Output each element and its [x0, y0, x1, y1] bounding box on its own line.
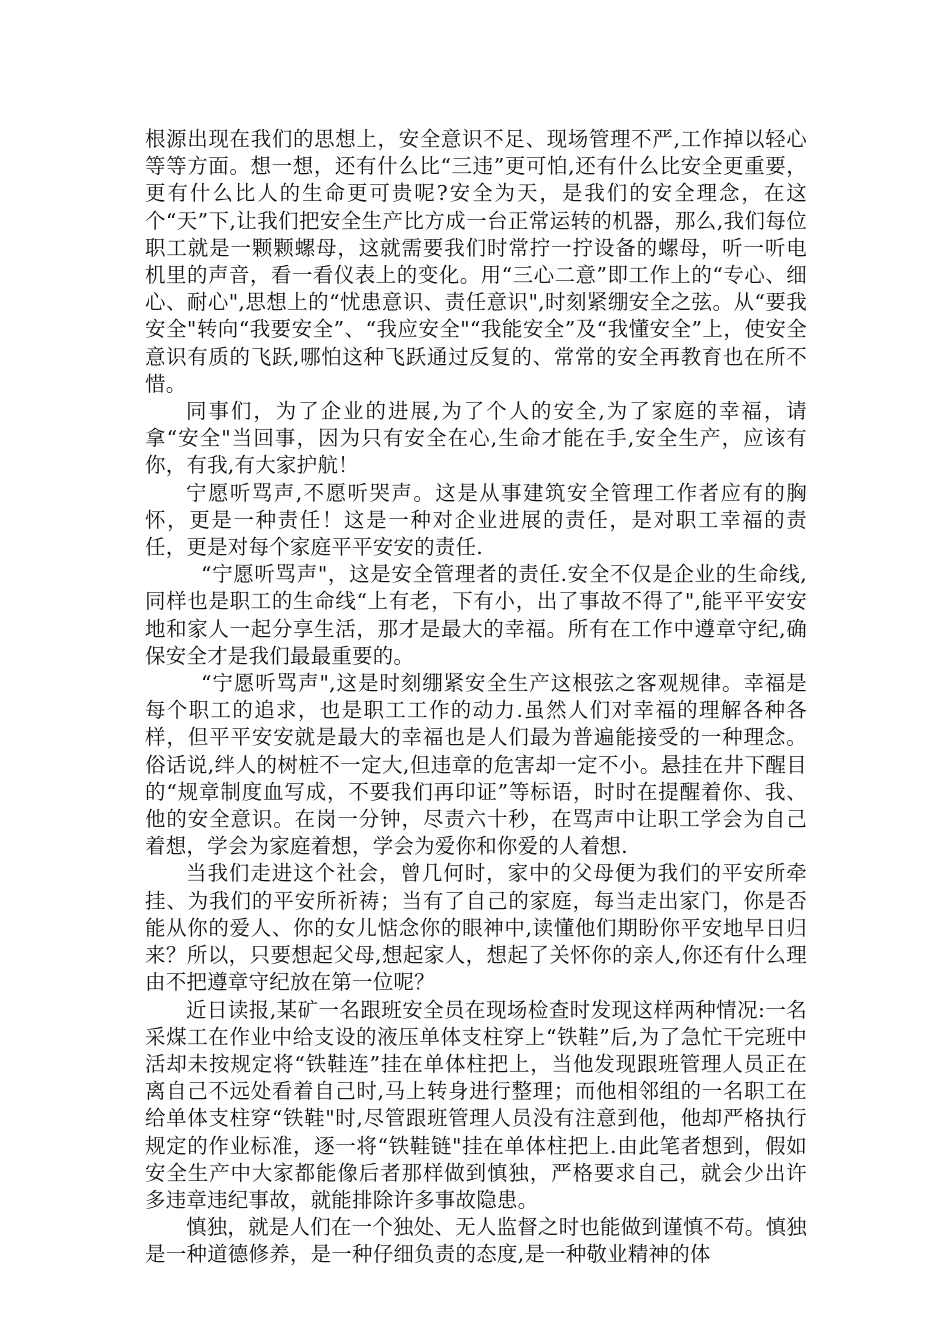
document-body — [145, 126, 807, 1269]
paragraph: 慎独，就是人们在一个独处、无人监督之时也能做到谨慎不苟。慎独是一种道德修养，是一种仔细负责的态度,是一种敬业精神的体 — [145, 1215, 807, 1267]
paragraph: 当我们走进这个社会，曾几何时，家中的父母便为我们的平安所牵挂、为我们的平安所祈祷；当有了自己的家庭，每当走出家门，你是否能从你的爱人、你的女儿惦念你的眼神中,读懂他们期盼你平安地早日归来？所以，只要想起父母,想起家人，想起了关怀你的亲人,你还有什么理由不把遵章守纪放在第一位呢？ — [145, 861, 807, 995]
paragraph: 近日读报,某矿一名跟班安全员在现场检查时发现这样两种情况:一名采煤工在作业中给支设的液压单体支柱穿上“铁鞋”后,为了急忙干完班中活却未按规定将“铁鞋连”挂在单体柱把上，当他发现跟班管理人员正在离自己不远处看着自己时,马上转身进行整理；而他相邻组的一名职工在给单体支柱穿“铁鞋"时,尽管跟班管理人员没有注意到他，他却严格执行规定的作业标准，逐一将“铁鞋链"挂在单体柱把上.由此笔者想到，假如安全生产中大家都能像后者那样做到慎独，严格要求自己，就会少出许多违章违纪事故，就能排除许多事故隐患。 — [145, 997, 807, 1212]
paragraph: 同事们，为了企业的进展,为了个人的安全,为了家庭的幸福，请拿“安全"当回事，因为只有安全在心,生命才能在手,安全生产，应该有你，有我,有大家护航！ — [145, 399, 807, 478]
paragraph: 宁愿听骂声,不愿听哭声。这是从事建筑安全管理工作者应有的胸怀，更是一种责任！这是一种对企业进展的责任，是对职工幸福的责任，更是对每个家庭平平安安的责任. — [145, 480, 807, 560]
paragraph: “宁愿听骂声"，这是安全管理者的责任.安全不仅是企业的生命线,同样也是职工的生命线“上有老，下有小，出了事故不得了",能平平安安地和家人一起分享生活，那才是最大的幸福。所有在工作中遵章守纪,确保安全才是我们最最重要的。 — [145, 562, 807, 668]
paragraph: 根源出现在我们的思想上，安全意识不足、现场管理不严,工作掉以轻心等等方面。想一想，还有什么比“三违”更可怕,还有什么比安全更重要，更有什么比人的生命更可贵呢?安全为天，是我们的安全理念，在这个“天”下,让我们把安全生产比方成一台正常运转的机器，那么,我们每位职工就是一颗颗螺母，这就需要我们时常拧一拧设备的螺母，听一听电机里的声音，看一看仪表上的变化。用“三心二意”即工作上的“专心、细心、耐心",思想上的“忧患意识、责任意识",时刻紧绷安全之弦。从“要我安全"转向“我要安全”、“我应安全"“我能安全”及“我懂安全”上，使安全意识有质的飞跃,哪怕这种飞跃通过反复的、常常的安全再教育也在所不惜。 — [145, 127, 807, 396]
paragraph: “宁愿听骂声",这是时刻绷紧安全生产这根弦之客观规律。幸福是每个职工的追求，也是职工工作的动力.虽然人们对幸福的理解各种各样，但平平安安就是最大的幸福也是人们最为普遍能接受的一种理念。俗话说,绊人的树桩不一定大,但违章的危害却一定不小。悬挂在井下醒目的“规章制度血写成，不要我们再印证”等标语，时时在提醒着你、我、他的安全意识。在岗一分钟，尽责六十秒，在骂声中让职工学会为自己着想，学会为家庭着想，学会为爱你和你爱的人着想. — [145, 671, 807, 859]
